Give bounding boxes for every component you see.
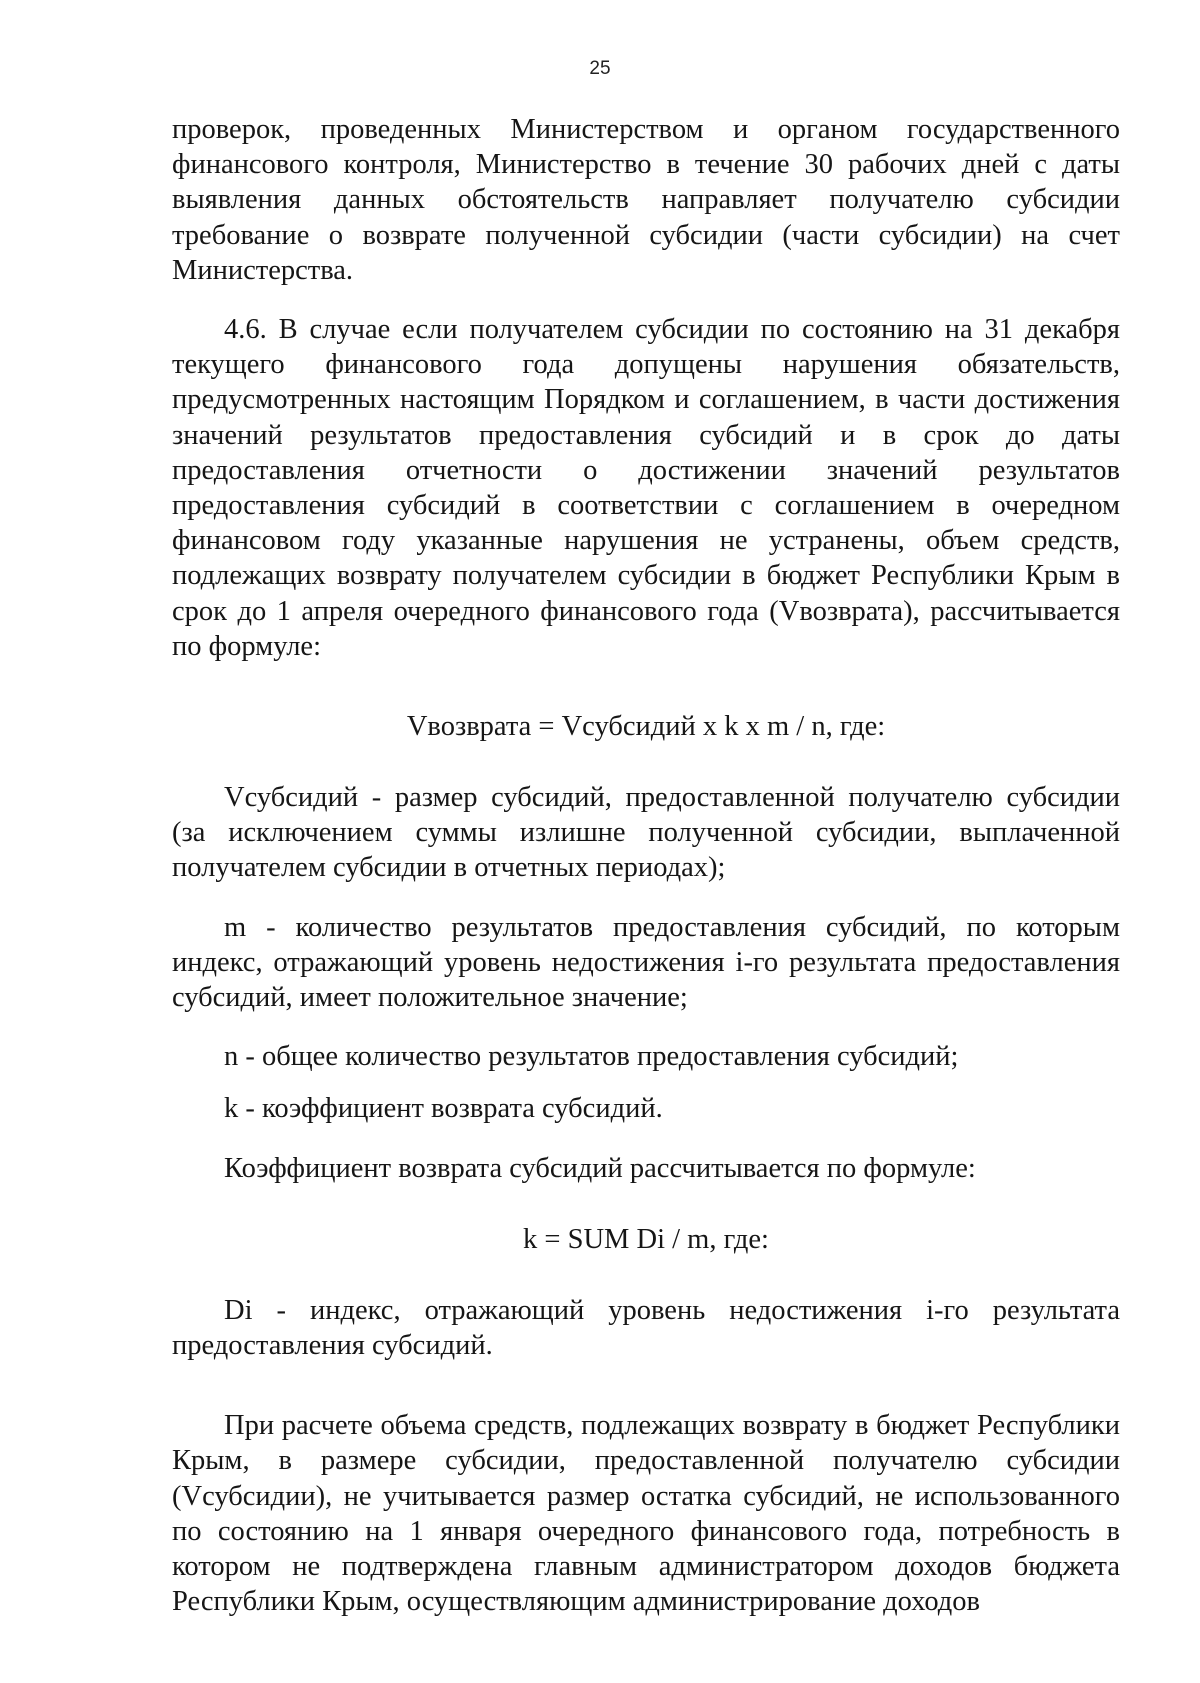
formula-coefficient: k = SUM Di / m, где: xyxy=(523,1223,769,1255)
definition-k: k - коэффициент возврата субсидий. xyxy=(224,1093,663,1125)
document-body xyxy=(172,112,1120,1620)
definition-m: m - количество результатов предоставления субсидий, по которым индекс, отражающий уровень недостижения i-го результата предоставления субсидий, имеет положительное значение; xyxy=(172,911,1120,1014)
page-number: 25 xyxy=(589,58,611,79)
paragraph-calculation-note: При расчете объема средств, подлежащих возврату в бюджет Республики Крым, в размере субсидии, предоставленной получателю субсидии (Vсубсидии), не учитывается размер остатка субсидий, не использованного по состоянию на 1 января очередного финансового года, потребность в котором не подтверждена главным администратором доходов бюджета Республики Крым, осуществляющим администрирование доходов xyxy=(172,1410,1120,1618)
coefficient-intro: Коэффициент возврата субсидий рассчитывается по формуле: xyxy=(224,1152,976,1184)
formula-refund-volume: Vвозврата = Vсубсидий x k x m / n, где: xyxy=(406,711,886,743)
definition-n: n - общее количество результатов предоставления субсидий; xyxy=(224,1041,959,1073)
definition-v-subsidies: Vсубсидий - размер субсидий, предоставленной получателю субсидии (за исключением суммы излишне полученной субсидии, выплаченной получателем субсидии в отчетных периодах); xyxy=(172,782,1120,884)
paragraph-4-6: 4.6. В случае если получателем субсидии по состоянию на 31 декабря текущего финансового года допущены нарушения обязательств, предусмотренных настоящим Порядком и соглашением, в части достижения значений результатов предоставления субсидий и в срок до даты предоставления отчетности о достижении значений результатов предоставления субсидий в соответствии с соглашением в очередном финансовом году указанные нарушения не устранены, объем средств, подлежащих возврату получателем субсидии в бюджет Республики Крым в срок до 1 апреля очередного финансового года (Vвозврата), рассчитывается по формуле: xyxy=(172,314,1120,662)
paragraph-continuation: проверок, проведенных Министерством и органом государственного финансового контроля, Министерство в течение 30 рабочих дней с даты выявления данных обстоятельств направляет получателю субсидии требование о возврате полученной субсидии (части субсидии) на счет Министерства. xyxy=(172,114,1120,286)
definition-di: Di - индекс, отражающий уровень недостижения i-го результата предоставления субсидий. xyxy=(172,1294,1120,1362)
